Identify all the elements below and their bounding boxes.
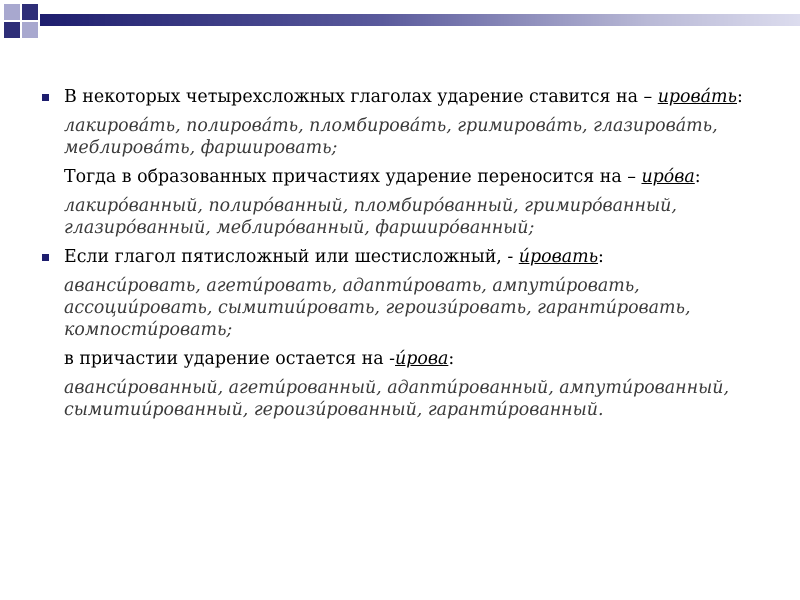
stress-suffix: и́ровать	[518, 247, 599, 267]
paragraph	[48, 166, 748, 188]
example-words: аванси́ровать, агети́ровать, адапти́ровать, ампути́ровать, ассоции́ровать, сымитии́ровать, героизи́ровать, гаранти́ровать, компости́ровать;	[64, 276, 691, 340]
header-gradient-bar	[40, 14, 800, 26]
decor-square	[22, 4, 38, 20]
paragraph	[48, 348, 748, 370]
stress-suffix: иро́ва	[641, 167, 695, 187]
paragraph-text: :	[736, 87, 743, 107]
paragraph	[48, 115, 748, 159]
paragraph-text: Если глагол пятисложный или шестисложный, -	[64, 247, 519, 267]
bullet-paragraph	[48, 246, 748, 268]
decor-square	[22, 22, 38, 38]
example-words: лакиро́ванный, полиро́ванный, пломбиро́ванный, гримиро́ванный, глазиро́ванный, меблиро́ванный, фарширо́ванный;	[64, 196, 677, 238]
example-words: аванси́рованный, агети́рованный, адапти́рованный, ампути́рованный, сымитии́рованный, героизи́рованный, гаранти́рованный.	[64, 378, 729, 420]
decor-square	[4, 4, 20, 20]
paragraph-text: :	[598, 247, 604, 267]
slide-content	[48, 86, 748, 428]
stress-suffix: и́рова	[395, 349, 449, 369]
decor-square	[4, 22, 20, 38]
paragraph-text: :	[694, 167, 701, 187]
paragraph-text: В некоторых четырехсложных глаголах ударение ставится на –	[64, 87, 658, 107]
paragraph	[48, 195, 748, 239]
example-words: лакирова́ть, полирова́ть, пломбирова́ть, гримирова́ть, глазирова́ть, меблирова́ть, фаршировать;	[64, 116, 718, 158]
paragraph	[48, 377, 748, 421]
paragraph	[48, 275, 748, 341]
paragraph-text: Тогда в образованных причастиях ударение переносится на –	[64, 167, 642, 187]
stress-suffix: ирова́ть	[657, 87, 737, 107]
bullet-square-icon	[42, 254, 49, 261]
bullet-square-icon	[42, 94, 49, 101]
bullet-paragraph	[48, 86, 748, 108]
paragraph-text: в причастии ударение остается на -	[64, 349, 396, 369]
paragraph-text: :	[448, 349, 455, 369]
